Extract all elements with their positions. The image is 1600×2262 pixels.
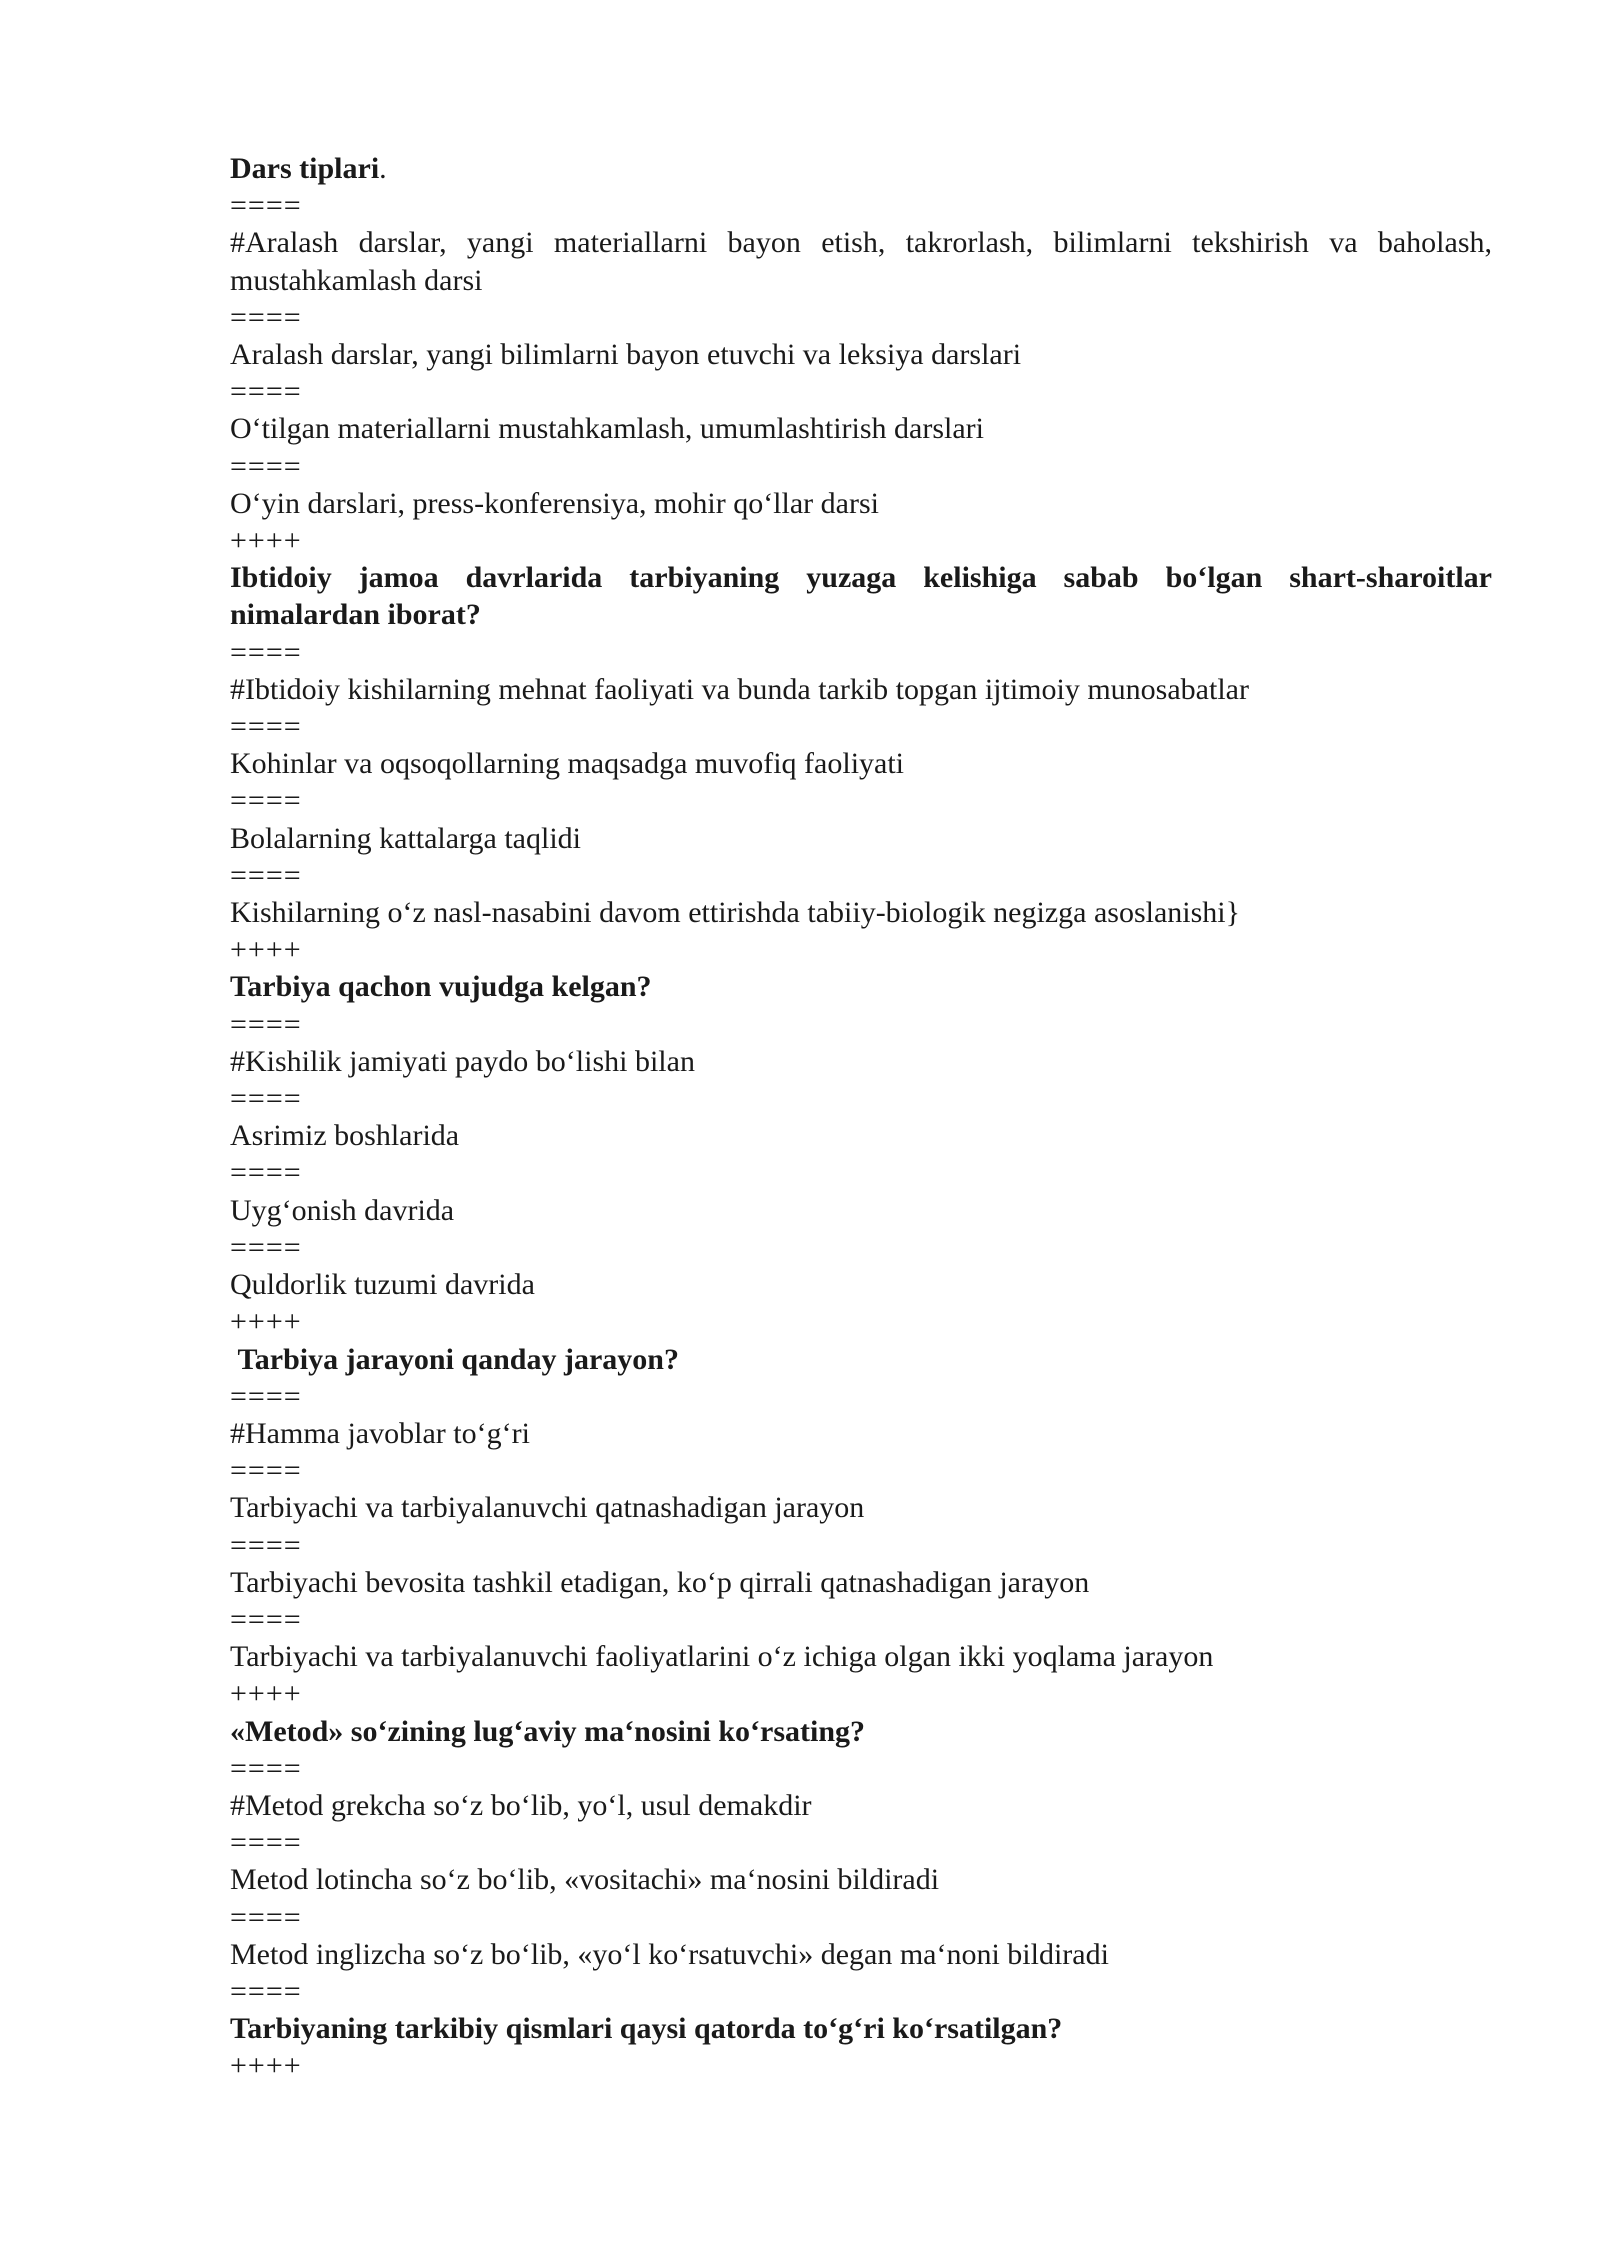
- answer-option: Tarbiyachi va tarbiyalanuvchi faoliyatlarini o‘z ichiga olgan ikki yoqlama jarayon: [230, 1640, 1214, 1674]
- answer-option: Tarbiyachi bevosita tashkil etadigan, ko‘p qirrali qatnashadigan jarayon: [230, 1565, 1090, 1599]
- answer-option: #Aralash darslar, yangi materiallarni bayon etish, takrorlash, bilimlarni tekshirish va baholash, mustahkamlash darsi: [230, 226, 1492, 297]
- question-text: Tarbiya qachon vujudga kelgan?: [230, 970, 652, 1004]
- separator-line: ====: [230, 1974, 302, 2008]
- answer-option: Metod inglizcha so‘z bo‘lib, «yo‘l ko‘rsatuvchi» degan ma‘noni bildiradi: [230, 1937, 1109, 1971]
- separator-line: ====: [230, 858, 302, 892]
- answer-option: Asrimiz boshlarida: [230, 1119, 460, 1153]
- answer-option: #Hamma javoblar to‘g‘ri: [230, 1416, 530, 1450]
- heading-text: Dars tiplari: [230, 152, 380, 185]
- separator-line: ====: [230, 1900, 302, 1934]
- document-heading: [230, 150, 1492, 187]
- separator-line: ++++: [230, 1677, 302, 1711]
- answer-option: Uyg‘onish davrida: [230, 1193, 455, 1227]
- separator-line: ====: [230, 189, 302, 223]
- question-text: Tarbiyaning tarkibiy qismlari qaysi qatorda to‘g‘ri ko‘rsatilgan?: [230, 2012, 1063, 2046]
- answer-option: #Ibtidoiy kishilarning mehnat faoliyati va bunda tarkib topgan ijtimoiy munosabatlar: [230, 672, 1249, 706]
- answer-option: Aralash darslar, yangi bilimlarni bayon etuvchi va leksiya darslari: [230, 338, 1022, 372]
- separator-line: ====: [230, 1082, 302, 1116]
- answer-option: #Kishilik jamiyati paydo bo‘lishi bilan: [230, 1044, 695, 1078]
- separator-line: ====: [230, 1156, 302, 1190]
- answer-option: Tarbiyachi va tarbiyalanuvchi qatnashadigan jarayon: [230, 1491, 865, 1525]
- separator-line: ++++: [230, 2049, 302, 2083]
- separator-line: ====: [230, 1602, 302, 1636]
- question-text: «Metod» so‘zining lug‘aviy ma‘nosini ko‘rsating?: [230, 1714, 866, 1748]
- separator-line: ====: [230, 784, 302, 818]
- document-page: [230, 150, 1500, 2085]
- separator-line: ====: [230, 1230, 302, 1264]
- separator-line: ====: [230, 1826, 302, 1860]
- separator-line: ====: [230, 635, 302, 669]
- answer-option: Bolalarning kattalarga taqlidi: [230, 821, 582, 855]
- separator-line: ====: [230, 1528, 302, 1562]
- answer-option: O‘tilgan materiallarni mustahkamlash, umumlashtirish darslari: [230, 412, 984, 446]
- heading-suffix: .: [379, 152, 387, 185]
- answer-option: Kishilarning o‘z nasl-nasabini davom ettirishda tabiiy-biologik negizga asoslanishi}: [230, 896, 1241, 930]
- answer-option: Kohinlar va oqsoqollarning maqsadga muvofiq faoliyati: [230, 747, 905, 781]
- separator-line: ====: [230, 710, 302, 744]
- separator-line: ====: [230, 1454, 302, 1488]
- question-text: Tarbiya jarayoni qanday jarayon?: [230, 1342, 679, 1376]
- separator-line: ++++: [230, 1305, 302, 1339]
- separator-line: ====: [230, 1007, 302, 1041]
- separator-line: ====: [230, 1751, 302, 1785]
- answer-option: O‘yin darslari, press-konferensiya, mohir qo‘llar darsi: [230, 486, 879, 520]
- answer-option: #Metod grekcha so‘z bo‘lib, yo‘l, usul demakdir: [230, 1788, 812, 1822]
- question-text: Ibtidoiy jamoa davrlarida tarbiyaning yuzaga kelishiga sabab bo‘lgan shart-sharoitlar nimalardan iborat?: [230, 561, 1500, 632]
- answer-option: Metod lotincha so‘z bo‘lib, «vositachi» ma‘nosini bildiradi: [230, 1863, 940, 1897]
- separator-line: ====: [230, 449, 302, 483]
- answer-option: Quldorlik tuzumi davrida: [230, 1268, 535, 1302]
- separator-line: ====: [230, 375, 302, 409]
- separator-line: ++++: [230, 933, 302, 967]
- separator-line: ====: [230, 1379, 302, 1413]
- separator-line: ++++: [230, 524, 302, 558]
- separator-line: ====: [230, 300, 302, 334]
